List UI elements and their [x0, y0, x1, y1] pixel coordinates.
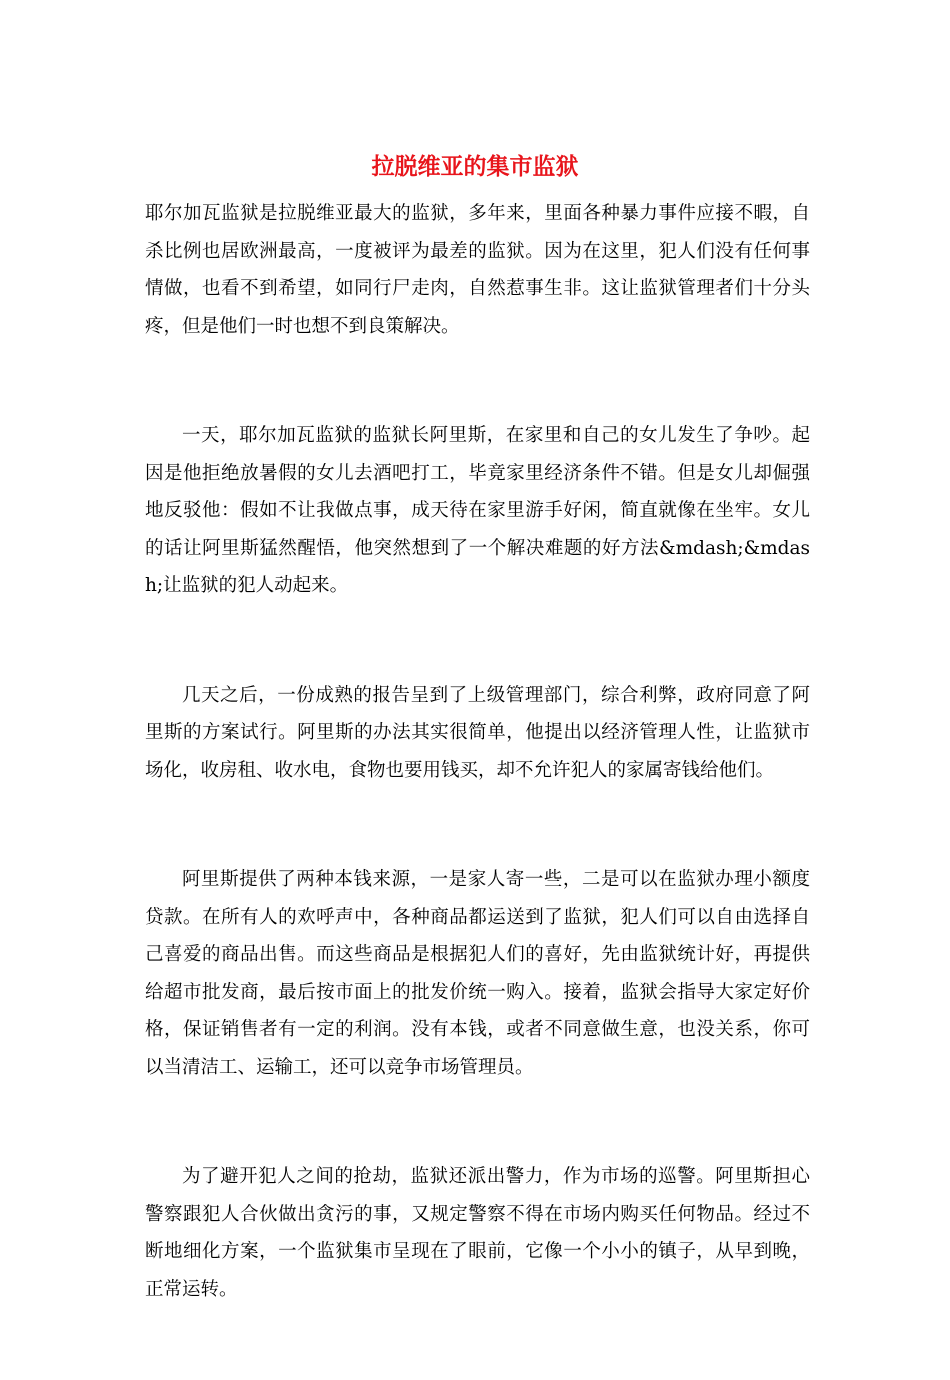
paragraph-5: 为了避开犯人之间的抢劫，监狱还派出警力，作为市场的巡警。阿里斯担心警察跟犯人合伙做出贪污的事，又规定警察不得在市场内购买任何物品。经过不断地细化方案，一个监狱集市呈现在了眼前，它像一个小小的镇子，从早到晚，正常运转。 — [145, 1166, 810, 1300]
paragraph-2: 一天，耶尔加瓦监狱的监狱长阿里斯，在家里和自己的女儿发生了争吵。起因是他拒绝放暑假的女儿去酒吧打工，毕竟家里经济条件不错。但是女儿却倔强地反驳他：假如不让我做点事，成天待在家里游手好闲，简直就像在坐牢。女儿的话让阿里斯猛然醒悟，他突然想到了一个解决难题的好方法&mdash;&mdash;让监狱的犯人动起来。 — [145, 425, 810, 596]
document-title: 拉脱维亚的集市监狱 — [371, 153, 579, 180]
paragraph-4: 阿里斯提供了两种本钱来源，一是家人寄一些，二是可以在监狱办理小额度贷款。在所有人的欢呼声中，各种商品都运送到了监狱，犯人们可以自由选择自己喜爱的商品出售。而这些商品是根据犯人们的喜好，先由监狱统计好，再提供给超市批发商，最后按市面上的批发价统一购入。接着，监狱会指导大家定好价格，保证销售者有一定的利润。没有本钱，或者不同意做生意，也没关系，你可以当清洁工、运输工，还可以竞争市场管理员。 — [145, 869, 810, 1078]
document-body — [145, 195, 810, 1380]
paragraph-1: 耶尔加瓦监狱是拉脱维亚最大的监狱，多年来，里面各种暴力事件应接不暇，自杀比例也居欧洲最高，一度被评为最差的监狱。因为在这里，犯人们没有任何事情做，也看不到希望，如同行尸走肉，自然惹事生非。这让监狱管理者们十分头疼，但是他们一时也想不到良策解决。 — [145, 203, 810, 337]
paragraph-3: 几天之后，一份成熟的报告呈到了上级管理部门，综合利弊，政府同意了阿里斯的方案试行。阿里斯的办法其实很简单，他提出以经济管理人性，让监狱市场化，收房租、收水电，食物也要用钱买，却不允许犯人的家属寄钱给他们。 — [145, 684, 810, 781]
